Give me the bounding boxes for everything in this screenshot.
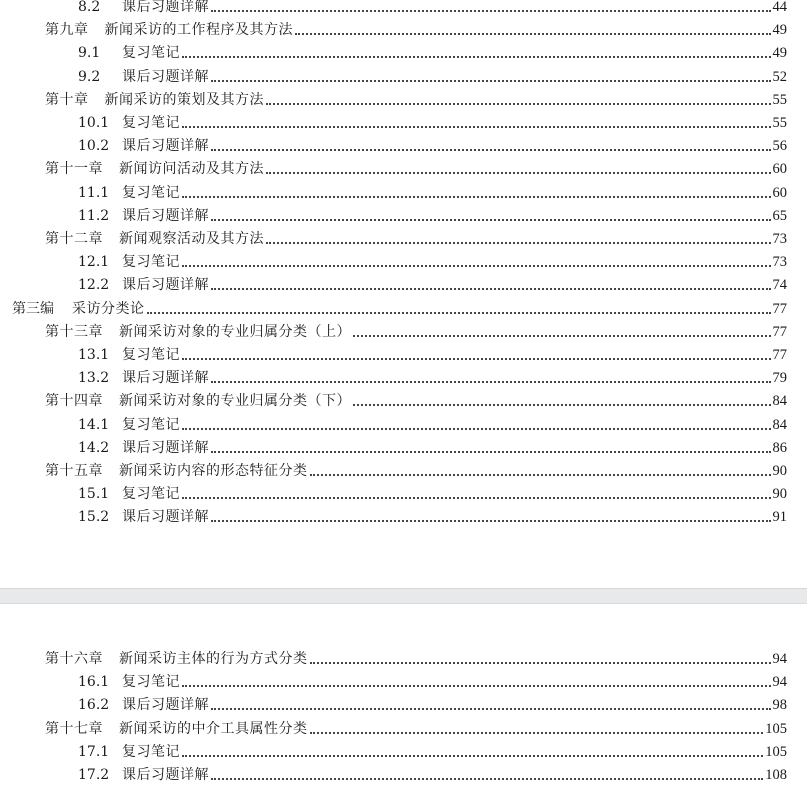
toc-entry-title: 复习笔记: [122, 486, 180, 503]
toc-entry-number: 10.1: [78, 115, 110, 131]
toc-entry-number: 13.2: [78, 370, 110, 387]
toc-entry-page-number: 65: [772, 207, 787, 224]
toc-entry-sub[interactable]: [78, 737, 787, 761]
toc-entry-title: 课后习题详解: [122, 697, 209, 714]
dot-leader: [353, 335, 771, 337]
toc-entry-sub[interactable]: [78, 340, 787, 364]
toc-entry-sub[interactable]: [78, 178, 787, 202]
toc-entry-page-number: 91: [772, 509, 787, 526]
toc-entry-title: 复习笔记: [122, 254, 180, 271]
toc-entry-page-number: 79: [772, 370, 787, 387]
dot-leader: [182, 265, 771, 267]
toc-entry-chapter[interactable]: [45, 15, 787, 39]
toc-entry-chapter[interactable]: [45, 317, 787, 341]
toc-entry-chapter[interactable]: [45, 644, 787, 668]
dot-leader: [182, 56, 771, 58]
toc-entry-page-number: 77: [772, 323, 787, 340]
toc-entry-sub[interactable]: [78, 131, 787, 155]
toc-entry-sub[interactable]: [78, 433, 787, 457]
toc-entry-number: 15.2: [78, 509, 110, 526]
toc-entry-sub[interactable]: [78, 247, 787, 271]
dot-leader: [182, 358, 771, 360]
dot-leader: [211, 520, 771, 522]
toc-entry-sub[interactable]: [78, 38, 787, 62]
dot-leader: [211, 80, 771, 82]
toc-entry-page-number: 49: [772, 22, 787, 39]
toc-entry-sub[interactable]: [78, 667, 787, 691]
toc-entry-title: 复习笔记: [122, 674, 180, 691]
toc-entry-page-number: 60: [772, 184, 787, 201]
toc-entry-number: 12.1: [78, 254, 110, 271]
dot-leader: [353, 404, 771, 406]
toc-entry-number: 第三编: [12, 300, 54, 317]
toc-entry-page-number: 77: [772, 300, 787, 317]
toc-entry-sub[interactable]: [78, 62, 787, 86]
toc-entry-title: 课后习题详解: [122, 207, 209, 224]
toc-entry-title: 课后习题详解: [122, 68, 209, 85]
toc-entry-page-number: 94: [772, 651, 787, 667]
toc-entry-title: 新闻采访内容的形态特征分类: [119, 463, 308, 479]
toc-entry-sub[interactable]: [78, 201, 787, 225]
toc-entry-page-number: 49: [772, 45, 787, 62]
toc-entry-number: 第十六章: [45, 651, 103, 667]
toc-entry-number: 第十七章: [45, 720, 103, 737]
toc-entry-page-number: 105: [765, 720, 787, 737]
toc-entry-page-number: 60: [772, 161, 787, 178]
toc-entry-title: 复习笔记: [122, 184, 180, 201]
toc-entry-title: 复习笔记: [122, 115, 180, 131]
dot-leader: [266, 172, 771, 174]
toc-entry-title: 新闻采访的工作程序及其方法: [104, 22, 293, 39]
toc-entry-sub[interactable]: [78, 108, 787, 132]
toc-entry-number: 17.2: [78, 767, 110, 783]
toc-entry-page-number: 56: [772, 138, 787, 155]
dot-leader: [310, 732, 764, 734]
dot-leader: [295, 33, 771, 35]
toc-entry-page-number: 84: [772, 416, 787, 433]
toc-entry-page-number: 77: [772, 347, 787, 363]
toc-entry-number: 第十五章: [45, 463, 103, 479]
toc-entry-sub[interactable]: [78, 410, 787, 434]
toc-entry-sub[interactable]: [78, 479, 787, 503]
toc-entry-chapter[interactable]: [45, 714, 787, 738]
toc-entry-number: 第十章: [45, 91, 89, 108]
toc-entry-title: 采访分类论: [72, 300, 145, 317]
toc-entry-number: 9.2: [78, 68, 101, 85]
toc-entry-title: 新闻采访对象的专业归属分类（上）: [119, 323, 351, 340]
toc-entry-sub[interactable]: [78, 270, 787, 294]
toc-entry-page-number: 84: [772, 393, 787, 410]
toc-entry-number: 14.1: [78, 416, 110, 433]
dot-leader: [211, 219, 771, 221]
toc-entry-number: 9.1: [78, 45, 101, 62]
toc-entry-number: 12.2: [78, 277, 110, 294]
dot-leader: [182, 755, 763, 757]
toc-entry-title: 复习笔记: [122, 45, 180, 62]
dot-leader: [182, 196, 771, 198]
toc-entry-title: 新闻采访对象的专业归属分类（下）: [119, 393, 351, 410]
toc-entry-page-number: 44: [772, 0, 787, 15]
toc-entry-sub[interactable]: [78, 363, 787, 387]
dot-leader: [211, 149, 771, 151]
toc-entry-number: 第十三章: [45, 323, 103, 340]
toc-entry-number: 11.2: [78, 207, 110, 224]
dot-leader: [211, 288, 771, 290]
toc-entry-page-number: 73: [772, 231, 787, 247]
dot-leader: [182, 126, 771, 128]
toc-entry-page-number: 98: [772, 697, 787, 714]
toc-entry-chapter[interactable]: [45, 154, 787, 178]
toc-entry-chapter[interactable]: [45, 85, 787, 109]
dot-leader: [182, 428, 771, 430]
toc-entry-title: 课后习题详解: [122, 370, 209, 387]
toc-entry-page-number: 74: [772, 277, 787, 294]
toc-entry-page-number: 90: [772, 486, 787, 503]
dot-leader: [211, 778, 763, 780]
dot-leader: [266, 103, 771, 105]
toc-entry-page-number: 52: [772, 68, 787, 85]
toc-entry-title: 新闻访问活动及其方法: [119, 161, 264, 178]
toc-entry-chapter[interactable]: [45, 456, 787, 480]
document-page-lower: [0, 604, 807, 800]
dot-leader: [211, 451, 771, 453]
toc-entry-title: 课后习题详解: [122, 138, 209, 155]
toc-entry-title: 课后习题详解: [122, 439, 209, 456]
dot-leader: [266, 242, 771, 244]
toc-entry-page-number: 105: [765, 743, 787, 760]
toc-entry-page-number: 86: [772, 439, 787, 456]
dot-leader: [182, 685, 771, 687]
toc-entry-sub[interactable]: [78, 0, 787, 16]
toc-entry-title: 新闻采访主体的行为方式分类: [119, 651, 308, 667]
dot-leader: [310, 474, 771, 476]
dot-leader: [147, 312, 771, 314]
dot-leader: [211, 708, 771, 710]
toc-entry-page-number: 55: [772, 91, 787, 108]
toc-entry-title: 新闻观察活动及其方法: [119, 231, 264, 247]
toc-entry-number: 10.2: [78, 138, 110, 155]
toc-entry-section[interactable]: [12, 294, 787, 318]
toc-entry-title: 复习笔记: [122, 743, 180, 760]
toc-entry-page-number: 108: [765, 767, 787, 783]
toc-entry-number: 14.2: [78, 439, 110, 456]
toc-entry-number: 第十四章: [45, 393, 103, 410]
dot-leader: [211, 10, 771, 12]
toc-entry-sub[interactable]: [78, 690, 787, 714]
toc-entry-page-number: 73: [772, 254, 787, 271]
page-separator: [0, 588, 807, 604]
toc-entry-sub[interactable]: [78, 760, 787, 784]
toc-entry-number: 16.2: [78, 697, 110, 714]
toc-entry-title: 复习笔记: [122, 347, 180, 363]
toc-entry-chapter[interactable]: [45, 386, 787, 410]
toc-entry-number: 第十二章: [45, 231, 103, 247]
toc-entry-number: 16.1: [78, 674, 110, 691]
toc-entry-number: 第九章: [45, 22, 89, 39]
toc-entry-title: 课后习题详解: [122, 767, 209, 783]
toc-entry-number: 第十一章: [45, 161, 103, 178]
dot-leader: [211, 381, 771, 383]
toc-entry-title: 课后习题详解: [122, 509, 209, 526]
toc-entry-page-number: 55: [772, 115, 787, 131]
toc-entry-title: 课后习题详解: [122, 277, 209, 294]
toc-entry-number: 11.1: [78, 184, 110, 201]
toc-entry-number: 13.1: [78, 347, 110, 363]
toc-entry-title: 新闻采访的中介工具属性分类: [119, 720, 308, 737]
dot-leader: [310, 662, 771, 664]
toc-entry-title: 复习笔记: [122, 416, 180, 433]
toc-entry-number: 8.2: [78, 0, 101, 15]
toc-entry-page-number: 90: [772, 463, 787, 479]
toc-entry-sub[interactable]: [78, 502, 787, 526]
toc-entry-title: 课后习题详解: [122, 0, 209, 15]
toc-entry-page-number: 94: [772, 674, 787, 691]
toc-entry-title: 新闻采访的策划及其方法: [104, 91, 264, 108]
toc-entry-number: 15.1: [78, 486, 110, 503]
toc-entry-chapter[interactable]: [45, 224, 787, 248]
dot-leader: [182, 497, 771, 499]
toc-entry-number: 17.1: [78, 743, 110, 760]
